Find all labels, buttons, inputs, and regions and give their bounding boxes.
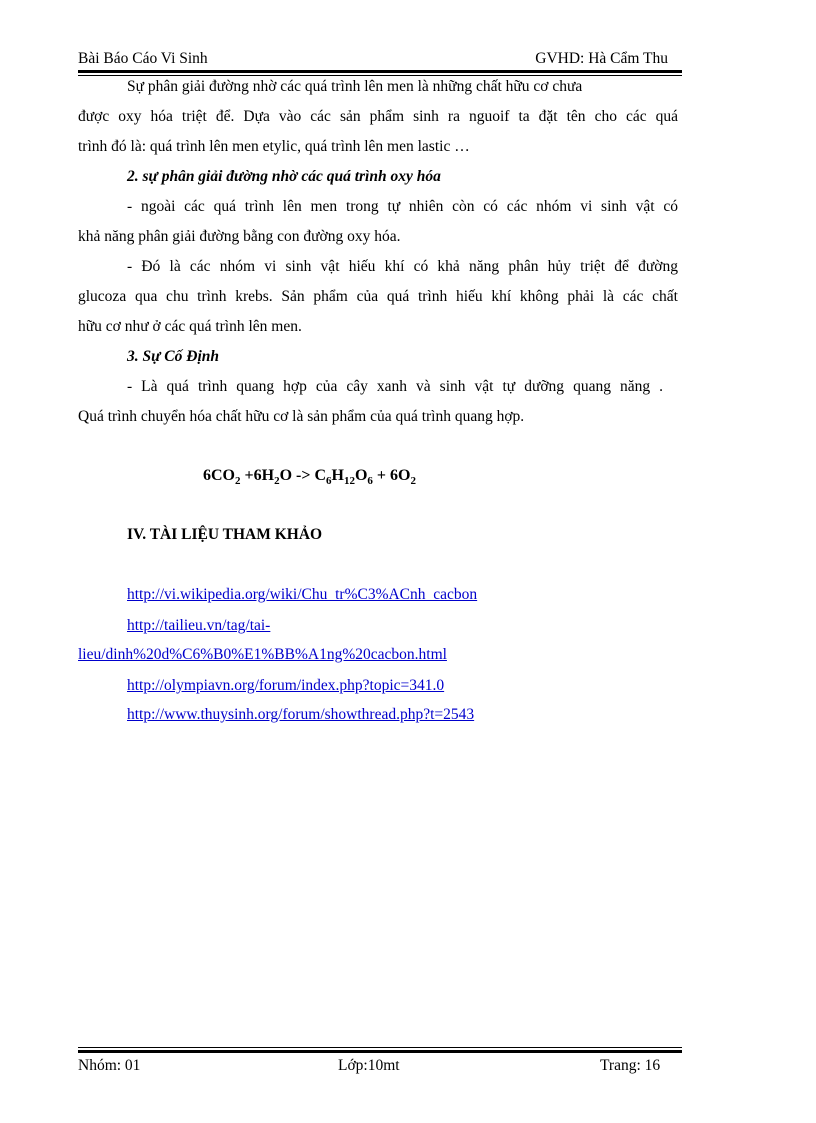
reference-link[interactable]: http://olympiavn.org/forum/index.php?topic=341.0 <box>127 677 445 694</box>
footer-rule-thin <box>78 1047 682 1048</box>
paragraph-line: khả năng phân giải đường bằng con đường oxy hóa. <box>78 228 401 245</box>
header-rule-thick <box>78 70 682 73</box>
reference-link[interactable]: http://vi.wikipedia.org/wiki/Chu_tr%C3%ACnh_cacbon <box>127 586 478 603</box>
header-title: Bài Báo Cáo Vi Sinh <box>78 50 208 67</box>
page-header <box>78 50 682 72</box>
paragraph-line: Quá trình chuyển hóa chất hữu cơ là sản phẩm của quá trình quang hợp. <box>78 408 525 425</box>
paragraph-line: Sự phân giải đường nhờ các quá trình lên men là những chất hữu cơ chưa <box>127 78 583 95</box>
paragraph-line: hữu cơ như ở các quá trình lên men. <box>78 318 302 335</box>
reference-link[interactable]: http://www.thuysinh.org/forum/showthread.php?t=2543 <box>127 706 475 723</box>
paragraph-line: được oxy hóa triệt để. Dựa vào các sản phẩm sinh ra nguoif ta đặt tên cho các quá <box>78 108 678 125</box>
paragraph-line: - ngoài các quá trình lên men trong tự nhiên còn có các nhóm vi sinh vật có <box>127 198 678 215</box>
section-heading: 2. sự phân giải đường nhờ các quá trình oxy hóa <box>127 168 441 185</box>
footer-rule-thick <box>78 1050 682 1053</box>
references-heading: IV. TÀI LIỆU THAM KHẢO <box>127 526 323 543</box>
footer-page-number: Trang: 16 <box>600 1057 661 1074</box>
footer-class: Lớp:10mt <box>338 1057 400 1074</box>
paragraph-line: trình đó là: quá trình lên men etylic, quá trình lên men lastic … <box>78 138 470 155</box>
header-rule-thin <box>78 75 682 76</box>
reference-link-continued[interactable]: lieu/dinh%20d%C6%B0%E1%BB%A1ng%20cacbon.html <box>78 646 447 663</box>
photosynthesis-equation: $6CO_2 +6H_2O -> C_6H_{12}O_6 + 6O_2$ <box>203 467 416 488</box>
paragraph-line: - Là quá trình quang hợp của cây xanh và sinh vật tự dưỡng quang năng . <box>127 378 663 395</box>
header-supervisor: GVHD: Hà Cẩm Thu <box>535 50 668 67</box>
paragraph-line: glucoza qua chu trình krebs. Sản phẩm của quá trình hiếu khí không phải là các chất <box>78 288 678 305</box>
paragraph-line: - Đó là các nhóm vi sinh vật hiếu khí có khả năng phân hủy triệt để đường <box>127 258 678 275</box>
section-heading: 3. Sự Cố Định <box>127 348 219 365</box>
footer-group: Nhóm: 01 <box>78 1057 141 1074</box>
reference-link[interactable]: http://tailieu.vn/tag/tai- <box>127 617 271 634</box>
